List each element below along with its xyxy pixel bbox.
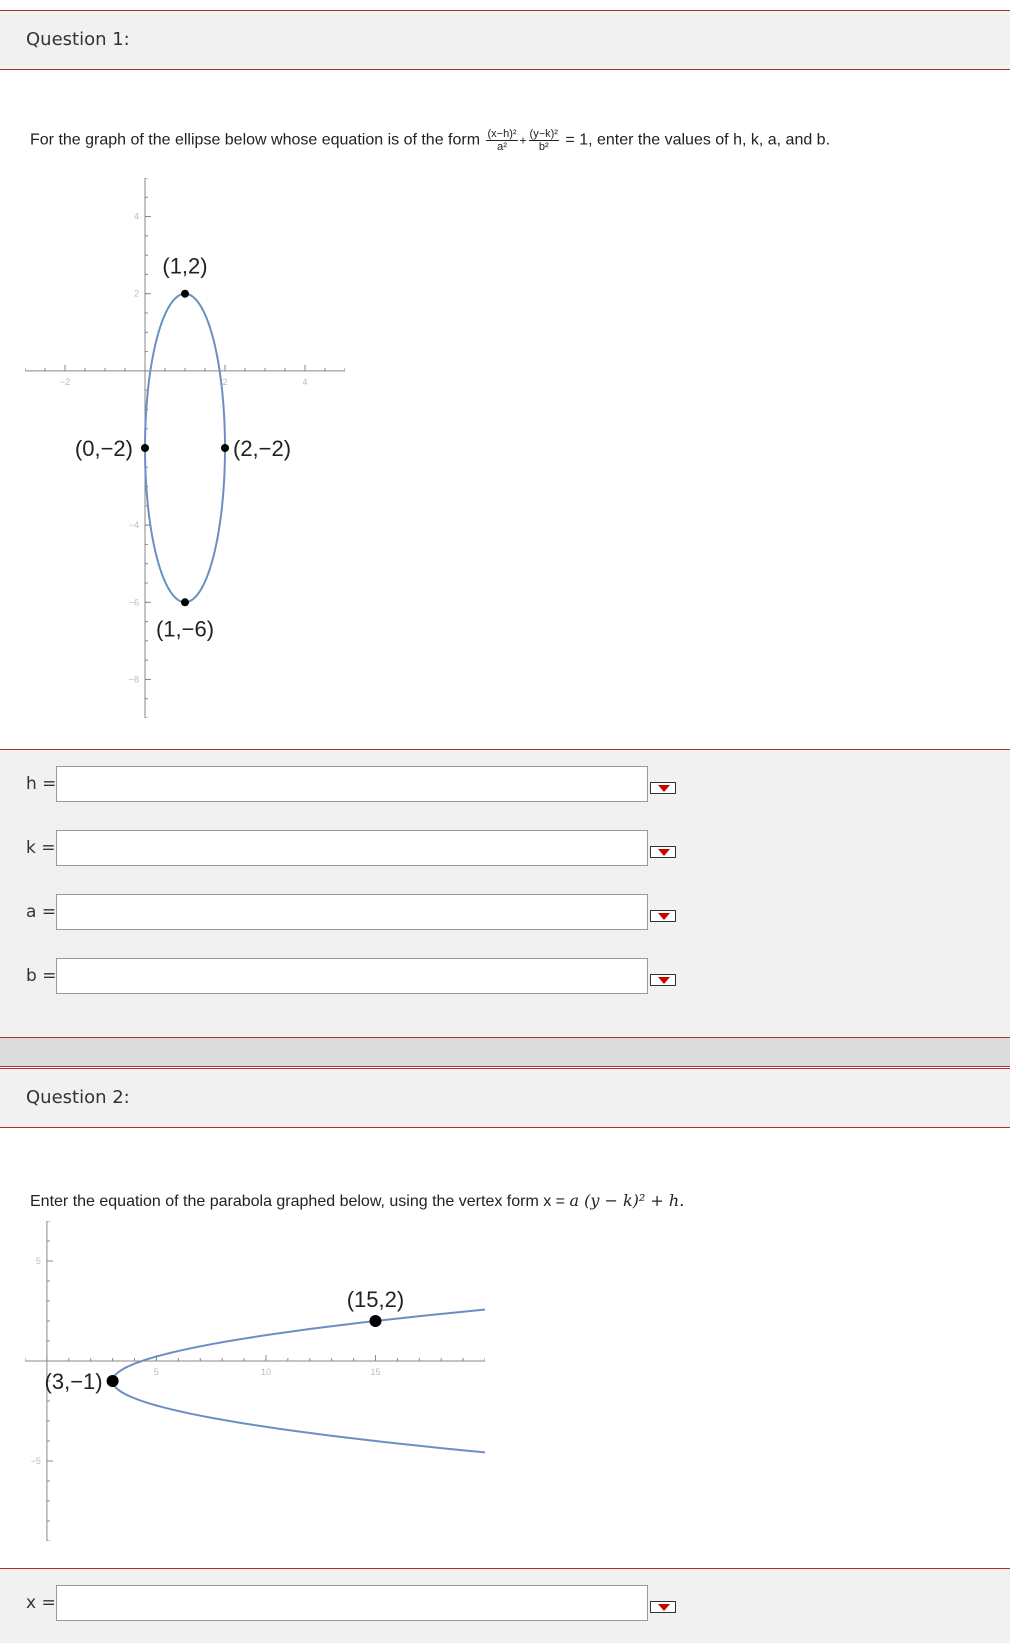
answer-row-b	[0, 958, 700, 996]
question-2-prompt	[30, 1191, 684, 1211]
answer-input-x[interactable]	[56, 1585, 648, 1621]
question-1-prompt	[30, 128, 830, 153]
answer-row-a	[0, 894, 700, 932]
question-separator	[0, 1037, 1010, 1067]
data-point	[107, 1375, 119, 1387]
answer-label-k: k =	[26, 838, 56, 858]
x-tick-label: 4	[302, 376, 308, 387]
vertex-form-formula: a (y − k)² + h.	[569, 1191, 685, 1210]
answer-input-h[interactable]	[56, 766, 648, 802]
y-tick-label: −5	[30, 1456, 41, 1466]
data-point-label: (1,−6)	[155, 616, 215, 642]
question-2-header	[0, 1068, 1010, 1128]
fraction-y-denominator: b²	[538, 141, 549, 153]
x-tick-label: 10	[260, 1367, 271, 1377]
y-tick-label: 2	[133, 288, 139, 299]
ellipse-graph	[25, 178, 345, 718]
answer-dropdown-h[interactable]	[650, 782, 676, 794]
fraction-y-numerator: (y−k)²	[529, 128, 558, 140]
y-tick-label: 5	[35, 1256, 41, 1266]
parabola-graph	[25, 1221, 485, 1541]
data-point	[181, 290, 189, 298]
data-point-label: (3,−1)	[44, 1369, 103, 1394]
question-1-header	[0, 10, 1010, 70]
question-1-card	[25, 98, 954, 724]
question-2-title: Question 2:	[26, 1087, 130, 1108]
answer-dropdown-k[interactable]	[650, 846, 676, 858]
answer-label-x: x =	[26, 1593, 56, 1613]
y-tick-label: −8	[128, 674, 139, 685]
curve-series	[145, 294, 228, 603]
data-point	[141, 444, 149, 452]
prompt-text: For the graph of the ellipse below whose equation is of the form	[30, 131, 485, 149]
x-tick-label: 15	[370, 1367, 381, 1377]
data-point-label: (0,−2)	[74, 436, 133, 461]
x-tick-label: −2	[59, 376, 71, 387]
curve-series	[113, 1301, 485, 1541]
answer-row-k	[0, 830, 700, 868]
fraction-y	[529, 128, 559, 153]
data-point-label: (15,2)	[346, 1287, 405, 1312]
y-tick-label: −6	[128, 597, 139, 608]
question-2-answers	[0, 1568, 1010, 1643]
answer-input-b[interactable]	[56, 958, 648, 994]
prompt-text-end: = 1, enter the values of h, k, a, and b.	[565, 131, 831, 149]
data-point-label: (2,−2)	[233, 436, 292, 461]
answer-input-k[interactable]	[56, 830, 648, 866]
data-point	[221, 444, 229, 452]
answer-label-a: a =	[26, 902, 57, 922]
prompt-text: Enter the equation of the parabola graphed below, using the vertex form x =	[30, 1193, 570, 1210]
plus-sign: +	[519, 133, 527, 148]
fraction-x	[486, 128, 517, 153]
question-1-title: Question 1:	[26, 29, 130, 50]
fraction-x-numerator: (x−h)²	[487, 128, 517, 140]
fraction-x-denominator: a²	[497, 141, 507, 153]
data-point	[181, 598, 189, 606]
data-point	[369, 1315, 381, 1327]
answer-dropdown-x[interactable]	[650, 1601, 676, 1613]
y-tick-label: −4	[128, 520, 139, 531]
data-point-label: (1,2)	[162, 253, 208, 279]
x-tick-label: 5	[153, 1367, 159, 1377]
answer-dropdown-b[interactable]	[650, 974, 676, 986]
question-2-card	[25, 1155, 752, 1543]
answer-label-h: h =	[26, 774, 57, 794]
x-tick-label: 2	[222, 376, 228, 387]
answer-label-b: b =	[26, 966, 57, 986]
answer-input-a[interactable]	[56, 894, 648, 930]
answer-row-x	[0, 1585, 700, 1623]
answer-dropdown-a[interactable]	[650, 910, 676, 922]
y-tick-label: 4	[133, 211, 139, 222]
question-1-answers	[0, 749, 1010, 1037]
answer-row-h	[0, 766, 700, 804]
